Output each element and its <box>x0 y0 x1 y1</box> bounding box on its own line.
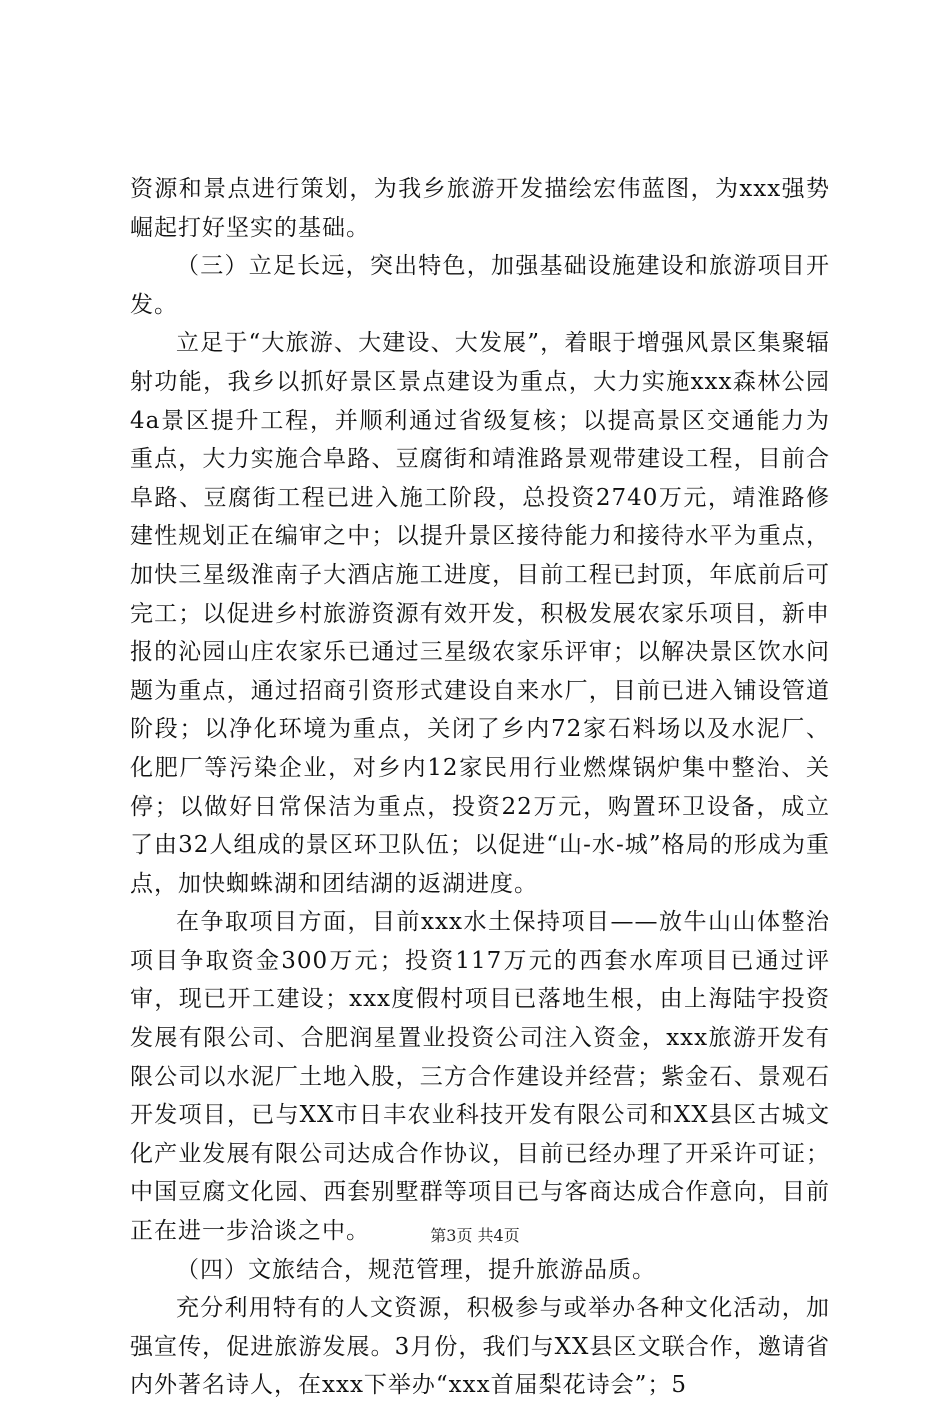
paragraph-infrastructure: 立足于“大旅游、大建设、大发展”，着眼于增强风景区集聚辐射功能，我乡以抓好景区景点建设为重点，大力实施xxx森林公园4a景区提升工程，并顺利通过省级复核；以提高景区交通能力为重点，大力实施合阜路、豆腐街和靖淮路景观带建设工程，目前合阜路、豆腐街工程已进入施工阶段，总投资2740万元，靖淮路修建性规划正在编审之中；以提升景区接待能力和接待水平为重点，加快三星级淮南子大酒店施工进度，目前工程已封顶，年底前后可完工；以促进乡村旅游资源有效开发，积极发展农家乐项目，新申报的沁园山庄农家乐已通过三星级农家乐评审；以解决景区饮水问题为重点，通过招商引资形式建设自来水厂，目前已进入铺设管道阶段；以净化环境为重点，关闭了乡内72家石料场以及水泥厂、化肥厂等污染企业，对乡内12家民用行业燃煤锅炉集中整治、关停；以做好日常保洁为重点，投资22万元，购置环卫设备，成立了由32人组成的景区环卫队伍；以促进“山-水-城”格局的形成为重点，加快蜘蛛湖和团结湖的返湖进度。 <box>130 330 830 897</box>
page-footer: 第3页 共4页 <box>430 1226 520 1245</box>
document-body <box>130 170 830 1405</box>
paragraph-continuation: 资源和景点进行策划，为我乡旅游开发描绘宏伟蓝图，为xxx强势崛起打好坚实的基础。 <box>130 176 830 241</box>
paragraph-projects: 在争取项目方面，目前xxx水土保持项目——放牛山山体整治项目争取资金300万元；投资117万元的西套水库项目已通过评审，现已开工建设；xxx度假村项目已落地生根，由上海陆宇投资发展有限公司、合肥润星置业投资公司注入资金，xxx旅游开发有限公司以水泥厂土地入股，三方合作建设并经营；紫金石、景观石开发项目，已与XX市日丰农业科技开发有限公司和XX县区古城文化产业发展有限公司达成合作协议，目前已经办理了开采许可证；中国豆腐文化园、西套别墅群等项目已与客商达成合作意向，目前正在进一步洽谈之中。 <box>130 909 830 1245</box>
paragraph-culture: 充分利用特有的人文资源，积极参与或举办各种文化活动，加强宣传，促进旅游发展。3月份，我们与XX县区文联合作，邀请省内外著名诗人，在xxx下举办“xxx首届梨花诗会”；5 <box>130 1295 830 1399</box>
section-heading-4: （四）文旅结合，规范管理，提升旅游品质。 <box>176 1256 656 1283</box>
section-heading-3: （三）立足长远，突出特色，加强基础设施建设和旅游项目开发。 <box>130 253 830 318</box>
